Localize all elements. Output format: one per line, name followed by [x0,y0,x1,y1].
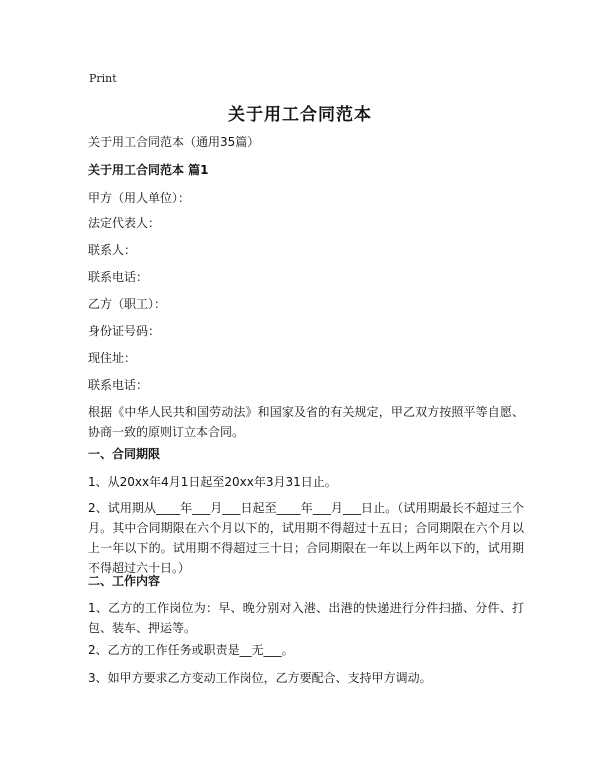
term-item-1: 1、从20xx年4月1日起至20xx年3月31日止。 [88,475,337,489]
heading-contract-term: 一、合同期限 [88,447,161,461]
document-subtitle: 关于用工合同范本（通用35篇） [88,135,260,149]
id-number-line: 身份证号码： [88,324,161,338]
work-item-2: 2、乙方的工作任务或职责是__无___。 [88,643,294,657]
party-a-line: 甲方（用人单位）： [88,191,191,205]
phone-a-line: 联系电话： [88,270,149,284]
work-item-1: 1、乙方的工作岗位为：早、晚分别对入港、出港的快递进行分件扫描、分件、打包、装车、押运等。 [88,601,524,635]
term-item-2: 2、试用期从____年___月___日起至____年___月___日止。（试用期最长不超过三个月。其中合同期限在六个月以下的，试用期不得超过十五日；合同期限在六个月以上一年以下的。试用期不得超过三十日；合同期限在一年以上两年以下的，试用期不得超过六十日。） [88,501,524,575]
legal-representative-line: 法定代表人： [88,216,161,230]
document-title: 关于用工合同范本 [228,105,372,125]
contact-person-line: 联系人： [88,243,137,257]
address-line: 现住址： [88,351,137,365]
heading-work-content: 二、工作内容 [88,574,161,588]
phone-b-line: 联系电话： [88,378,149,392]
party-b-line: 乙方（职工）： [88,297,167,311]
work-item-3: 3、如甲方要求乙方变动工作岗位，乙方要配合、支持甲方调动。 [88,671,432,685]
section-title: 关于用工合同范本 篇1 [88,163,209,177]
print-link[interactable]: Print [89,72,117,85]
intro-paragraph: 根据《中华人民共和国劳动法》和国家及省的有关规定，甲乙双方按照平等自愿、协商一致的原则订立本合同。 [88,405,524,439]
